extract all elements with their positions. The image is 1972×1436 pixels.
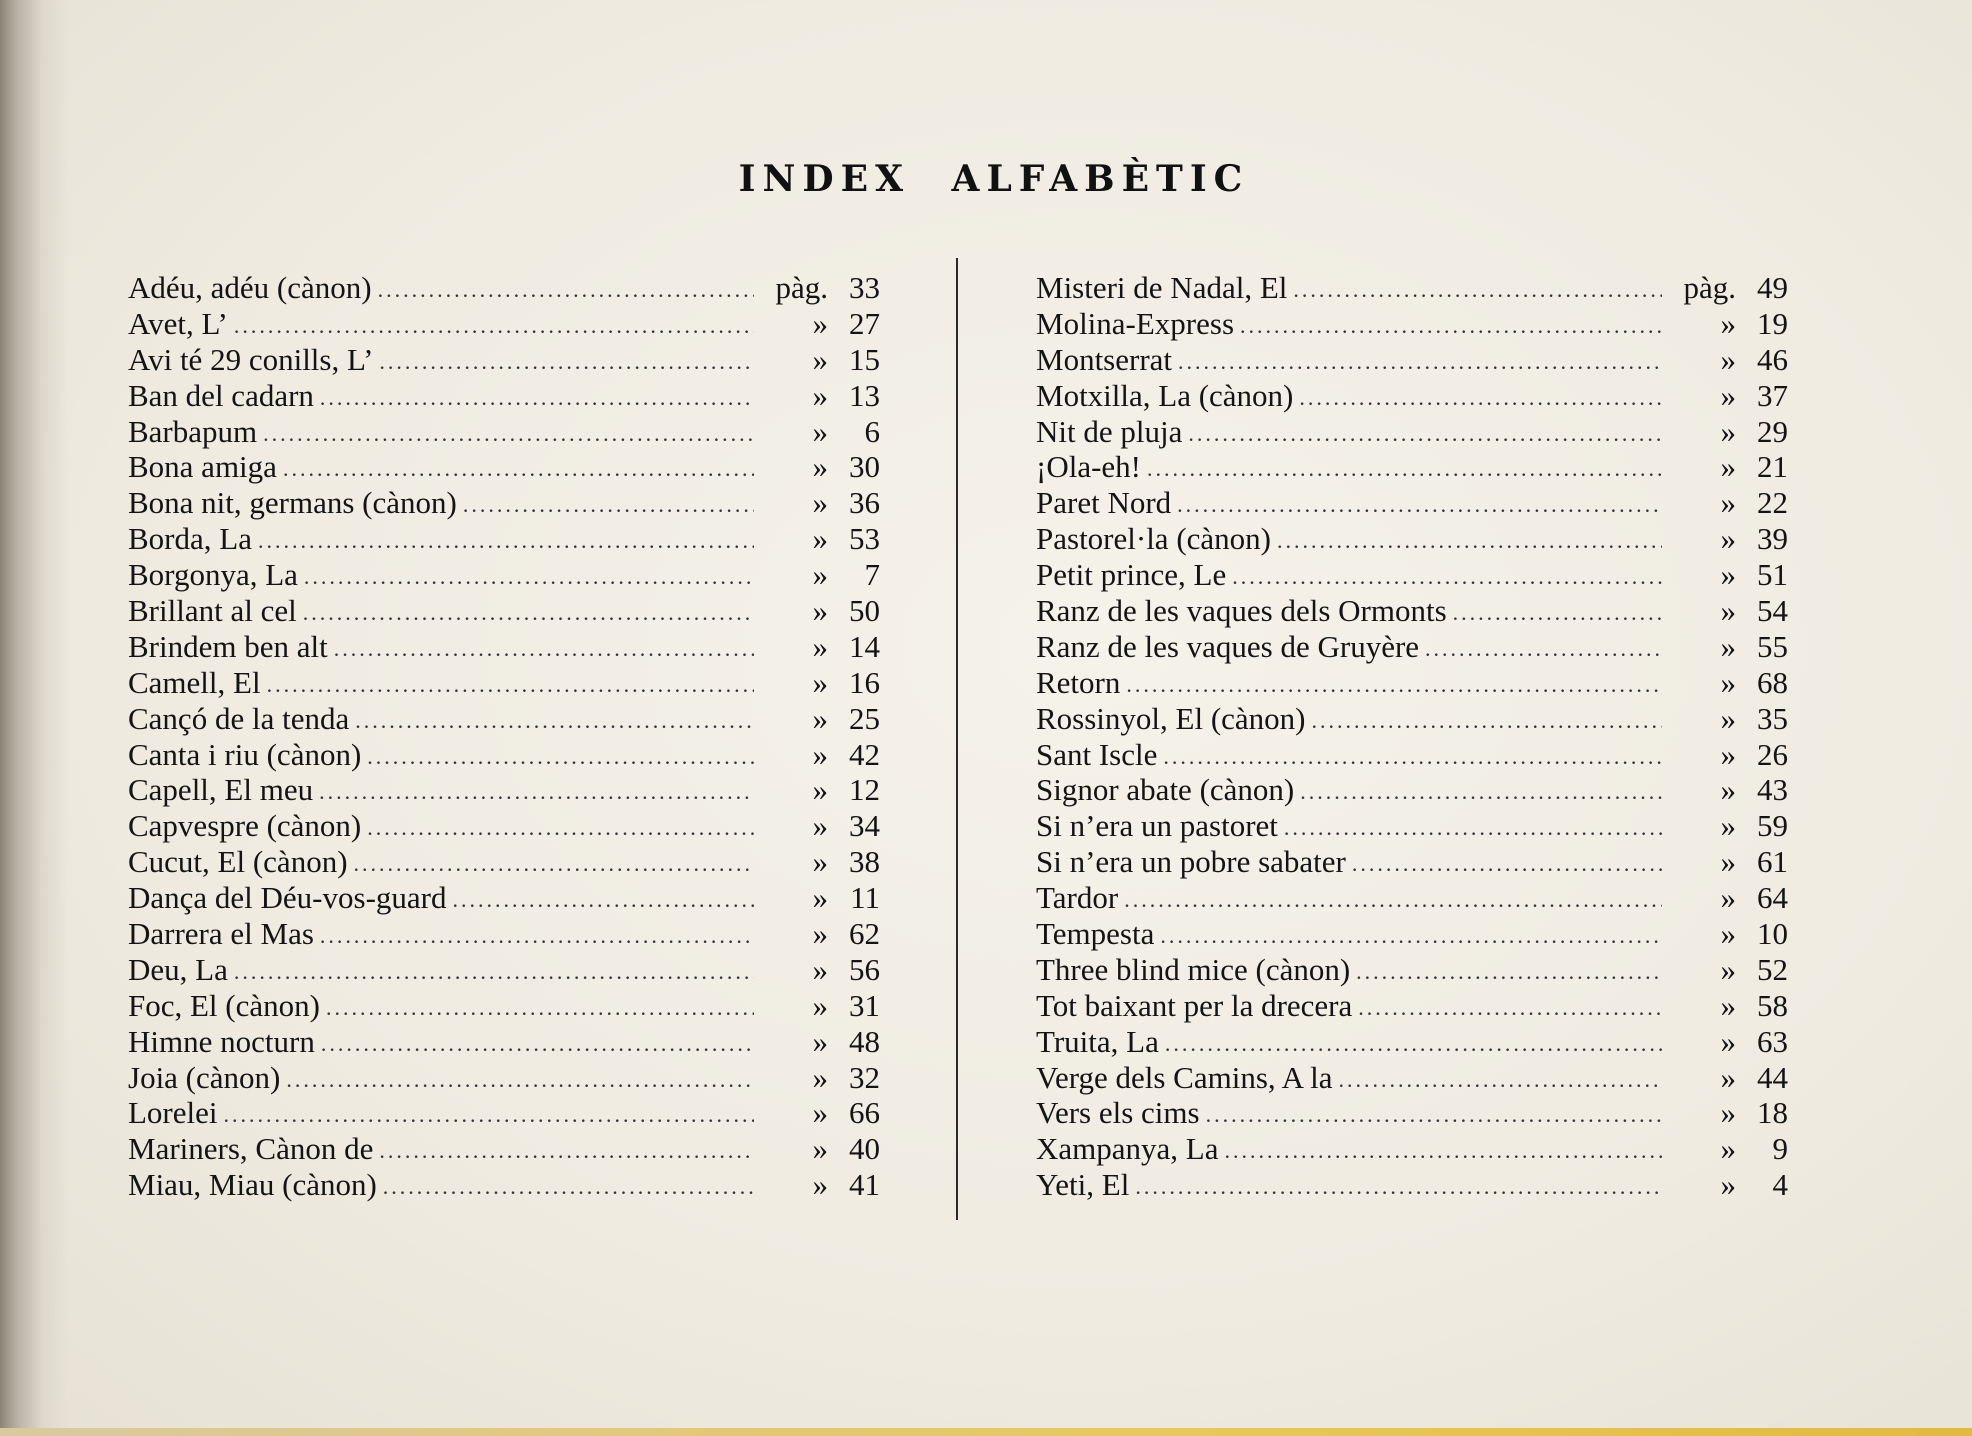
page-marker: »	[1720, 485, 1736, 521]
index-entry	[1036, 270, 1788, 306]
page-number: 37	[1757, 377, 1788, 413]
dot-leader	[1135, 1169, 1662, 1205]
page-marker: »	[1720, 700, 1736, 736]
index-entry	[1036, 306, 1788, 342]
index-entry	[128, 306, 880, 342]
dot-leader	[1425, 631, 1662, 667]
entry-title: Bona nit, germans (cànon)	[128, 485, 457, 521]
dot-leader	[1299, 380, 1662, 416]
entry-title: Pastorel·la (cànon)	[1036, 521, 1271, 557]
page-marker: »	[812, 628, 828, 664]
dot-leader	[234, 954, 754, 990]
page-number: 6	[864, 413, 880, 449]
dot-leader	[1224, 1133, 1662, 1169]
page-number: 63	[1757, 1023, 1788, 1059]
entry-title: Signor abate (cànon)	[1036, 772, 1295, 808]
entry-title: Tardor	[1036, 880, 1119, 916]
entry-title: Cucut, El (cànon)	[128, 844, 348, 880]
index-entry	[1036, 1131, 1788, 1167]
page-marker: »	[1720, 664, 1736, 700]
page-marker: »	[812, 987, 828, 1023]
page-number: 21	[1757, 449, 1788, 485]
page-number: 50	[849, 593, 880, 629]
dot-leader	[1240, 308, 1662, 344]
page-marker: »	[1720, 844, 1736, 880]
dot-leader	[263, 416, 754, 452]
dot-leader	[267, 667, 754, 703]
index-entry	[128, 916, 880, 952]
page-marker: »	[812, 449, 828, 485]
dot-leader	[1338, 1062, 1662, 1098]
page-marker: »	[1720, 1131, 1736, 1167]
index-entry	[1036, 916, 1788, 952]
dot-leader	[354, 846, 754, 882]
dot-leader	[224, 1097, 754, 1133]
dot-leader	[283, 451, 754, 487]
page-number: 34	[849, 808, 880, 844]
index-entry	[1036, 844, 1788, 880]
entry-title: Avi té 29 conills, L’	[128, 341, 374, 377]
page-marker: pàg.	[775, 270, 828, 305]
index-entry	[128, 808, 880, 844]
index-entry	[128, 1060, 880, 1096]
page-number: 64	[1757, 880, 1788, 916]
entry-title: Lorelei	[128, 1095, 218, 1131]
entry-title: Himne nocturn	[128, 1023, 315, 1059]
entry-title: Capvespre (cànon)	[128, 808, 362, 844]
page-number: 36	[849, 485, 880, 521]
page-number: 68	[1757, 664, 1788, 700]
dot-leader	[1358, 990, 1662, 1026]
dot-leader	[1293, 272, 1662, 308]
page-number: 10	[1757, 916, 1788, 952]
page-marker: »	[1720, 593, 1736, 629]
index-title: INDEX ALFABÈTIC	[738, 158, 1250, 200]
entry-title: ¡Ola-eh!	[1036, 449, 1141, 485]
page-number: 55	[1757, 628, 1788, 664]
index-entry	[1036, 1060, 1788, 1096]
page-marker: »	[1720, 1167, 1736, 1203]
page-number: 44	[1757, 1059, 1788, 1095]
page-number: 41	[849, 1167, 880, 1203]
page-number: 46	[1757, 341, 1788, 377]
entry-title: Ranz de les vaques dels Ormonts	[1036, 593, 1447, 629]
page-number: 42	[849, 736, 880, 772]
index-entry	[1036, 521, 1788, 557]
entry-title: Barbapum	[128, 413, 258, 449]
index-entry	[128, 665, 880, 701]
entry-title: Camell, El	[128, 664, 261, 700]
dot-leader	[1356, 954, 1662, 990]
index-right-column	[1036, 270, 1788, 1203]
page-marker: »	[1720, 1059, 1736, 1095]
dot-leader	[319, 774, 754, 810]
page-marker: »	[812, 772, 828, 808]
index-entry	[128, 449, 880, 485]
entry-title: Rossinyol, El (cànon)	[1036, 700, 1306, 736]
page-marker: »	[1720, 808, 1736, 844]
index-entry	[1036, 1167, 1788, 1203]
entry-title: Tot baixant per la drecera	[1036, 987, 1353, 1023]
entry-title: Vers els cims	[1036, 1095, 1200, 1131]
dot-leader	[378, 272, 754, 308]
page-marker: »	[812, 377, 828, 413]
page-marker: »	[1720, 1023, 1736, 1059]
index-entry	[128, 701, 880, 737]
dot-leader	[1177, 487, 1662, 523]
index-entry	[1036, 952, 1788, 988]
page-number: 11	[850, 880, 880, 916]
entry-title: Joia (cànon)	[128, 1059, 281, 1095]
index-entry	[128, 378, 880, 414]
page-number: 30	[849, 449, 880, 485]
page-number: 12	[849, 772, 880, 808]
entry-title: Borda, La	[128, 521, 252, 557]
page-number: 53	[849, 521, 880, 557]
index-entry	[128, 880, 880, 916]
dot-leader	[304, 559, 754, 595]
page-number: 4	[1772, 1167, 1788, 1203]
page-marker: »	[812, 305, 828, 341]
entry-title: Xampanya, La	[1036, 1131, 1219, 1167]
page-number: 22	[1757, 485, 1788, 521]
index-entry	[128, 772, 880, 808]
page-marker: »	[812, 485, 828, 521]
page-marker: »	[812, 736, 828, 772]
page-marker: »	[1720, 880, 1736, 916]
page-marker: »	[1720, 521, 1736, 557]
page-marker: »	[1720, 377, 1736, 413]
page-number: 58	[1757, 987, 1788, 1023]
dot-leader	[1232, 559, 1662, 595]
dot-leader	[1163, 739, 1662, 775]
page-number: 9	[1772, 1131, 1788, 1167]
page-marker: »	[812, 844, 828, 880]
dot-leader	[367, 739, 754, 775]
page-number: 31	[849, 987, 880, 1023]
entry-title: Montserrat	[1036, 341, 1173, 377]
index-entry	[1036, 701, 1788, 737]
dot-leader	[320, 380, 754, 416]
index-entry	[128, 952, 880, 988]
index-entry	[1036, 1024, 1788, 1060]
page-number: 66	[849, 1095, 880, 1131]
entry-title: Si n’era un pastoret	[1036, 808, 1278, 844]
index-entry	[1036, 772, 1788, 808]
page-number: 29	[1757, 413, 1788, 449]
page-number: 38	[849, 844, 880, 880]
index-entry	[1036, 629, 1788, 665]
dot-leader	[379, 1133, 754, 1169]
page-number: 32	[849, 1059, 880, 1095]
page-marker: »	[812, 700, 828, 736]
dot-leader	[334, 631, 754, 667]
entry-title: Three blind mice (cànon)	[1036, 951, 1351, 987]
entry-title: Dança del Déu-vos-guard	[128, 880, 447, 916]
page-marker: »	[1720, 916, 1736, 952]
dot-leader	[355, 703, 754, 739]
page-marker: »	[812, 1095, 828, 1131]
dot-leader	[1126, 667, 1662, 703]
index-entry	[128, 270, 880, 306]
dot-leader	[1284, 810, 1662, 846]
index-entry	[1036, 665, 1788, 701]
entry-title: Paret Nord	[1036, 485, 1172, 521]
index-entry	[1036, 988, 1788, 1024]
entry-title: Sant Iscle	[1036, 736, 1158, 772]
dot-leader	[258, 523, 754, 559]
page-marker: »	[812, 521, 828, 557]
page-number: 25	[849, 700, 880, 736]
dot-leader	[1188, 416, 1662, 452]
page-number: 39	[1757, 521, 1788, 557]
index-entry	[128, 988, 880, 1024]
page-number: 54	[1757, 593, 1788, 629]
dot-leader	[234, 308, 754, 344]
page-number: 18	[1757, 1095, 1788, 1131]
dot-leader	[463, 487, 754, 523]
dot-leader	[1178, 344, 1662, 380]
index-entry	[1036, 1095, 1788, 1131]
entry-title: Miau, Miau (cànon)	[128, 1167, 377, 1203]
page-number: 7	[864, 557, 880, 593]
page-number: 27	[849, 305, 880, 341]
entry-title: Capell, El meu	[128, 772, 314, 808]
page-marker: »	[812, 1167, 828, 1203]
dot-leader	[1160, 918, 1662, 954]
dot-leader	[326, 990, 754, 1026]
page-marker: »	[1720, 736, 1736, 772]
page-marker: pàg.	[1683, 270, 1736, 305]
dot-leader	[1277, 523, 1662, 559]
index-entry	[128, 521, 880, 557]
page-number: 35	[1757, 700, 1788, 736]
page-number: 16	[849, 664, 880, 700]
page-marker: »	[1720, 305, 1736, 341]
index-entry	[128, 737, 880, 773]
entry-title: Darrera el Mas	[128, 916, 314, 952]
entry-title: Cançó de la tenda	[128, 700, 350, 736]
entry-title: Motxilla, La (cànon)	[1036, 377, 1294, 413]
dot-leader	[1300, 774, 1662, 810]
spine-shadow	[0, 0, 70, 1436]
entry-title: Si n’era un pobre sabater	[1036, 844, 1346, 880]
index-entry	[128, 1024, 880, 1060]
page-marker: »	[812, 1023, 828, 1059]
dot-leader	[1453, 595, 1662, 631]
page-number: 59	[1757, 808, 1788, 844]
dot-leader	[1352, 846, 1662, 882]
page-marker: »	[812, 1131, 828, 1167]
page-marker: »	[1720, 987, 1736, 1023]
dot-leader	[1312, 703, 1663, 739]
entry-title: Adéu, adéu (cànon)	[128, 270, 372, 305]
entry-title: Ranz de les vaques de Gruyère	[1036, 628, 1420, 664]
page-marker: »	[1720, 628, 1736, 664]
page-marker: »	[812, 664, 828, 700]
page-marker: »	[812, 880, 828, 916]
dot-leader	[320, 918, 754, 954]
page-number: 52	[1757, 951, 1788, 987]
page-marker: »	[812, 593, 828, 629]
index-entry	[1036, 808, 1788, 844]
index-entry	[128, 1131, 880, 1167]
index-entry	[128, 1095, 880, 1131]
page-marker: »	[1720, 1095, 1736, 1131]
dot-leader	[379, 344, 754, 380]
dot-leader	[1147, 451, 1662, 487]
entry-title: Brindem ben alt	[128, 628, 328, 664]
index-entry	[128, 342, 880, 378]
index-entry	[128, 1167, 880, 1203]
index-entry	[1036, 342, 1788, 378]
dot-leader	[303, 595, 754, 631]
page-marker: »	[1720, 341, 1736, 377]
column-divider	[956, 258, 958, 1220]
page-number: 51	[1757, 557, 1788, 593]
entry-title: Borgonya, La	[128, 557, 298, 593]
entry-title: Nit de pluja	[1036, 413, 1183, 449]
dot-leader	[452, 882, 754, 918]
page-number: 56	[849, 951, 880, 987]
dot-leader	[367, 810, 754, 846]
page-number: 33	[849, 270, 880, 305]
dot-leader	[1124, 882, 1662, 918]
index-entry	[128, 593, 880, 629]
index-entry	[1036, 449, 1788, 485]
page-number: 61	[1757, 844, 1788, 880]
index-left-column	[128, 270, 880, 1203]
index-entry	[1036, 414, 1788, 450]
page-marker: »	[812, 1059, 828, 1095]
entry-title: Truita, La	[1036, 1023, 1159, 1059]
entry-title: Ban del cadarn	[128, 377, 314, 413]
page-marker: »	[1720, 449, 1736, 485]
page-marker: »	[812, 916, 828, 952]
page-number: 62	[849, 916, 880, 952]
page-marker: »	[812, 951, 828, 987]
dot-leader	[383, 1169, 754, 1205]
dot-leader	[1165, 1026, 1662, 1062]
page-marker: »	[1720, 951, 1736, 987]
entry-title: Canta i riu (cànon)	[128, 736, 362, 772]
page-number: 19	[1757, 305, 1788, 341]
page-bottom-edge	[0, 1428, 1972, 1436]
index-entry	[1036, 880, 1788, 916]
index-entry	[1036, 593, 1788, 629]
index-entry	[1036, 557, 1788, 593]
dot-leader	[321, 1026, 754, 1062]
page-number: 48	[849, 1023, 880, 1059]
index-entry	[128, 557, 880, 593]
entry-title: Brillant al cel	[128, 593, 297, 629]
dot-leader	[1206, 1097, 1662, 1133]
entry-title: Molina-Express	[1036, 305, 1235, 341]
page-number: 14	[849, 628, 880, 664]
index-entry	[1036, 378, 1788, 414]
page-number: 13	[849, 377, 880, 413]
entry-title: Tempesta	[1036, 916, 1155, 952]
index-entry	[128, 414, 880, 450]
entry-title: Retorn	[1036, 664, 1121, 700]
entry-title: Petit prince, Le	[1036, 557, 1227, 593]
page-marker: »	[1720, 772, 1736, 808]
entry-title: Mariners, Cànon de	[128, 1131, 374, 1167]
entry-title: Misteri de Nadal, El	[1036, 270, 1288, 305]
page-number: 26	[1757, 736, 1788, 772]
page-marker: »	[812, 413, 828, 449]
page-marker: »	[812, 341, 828, 377]
index-entry	[1036, 737, 1788, 773]
page-marker: »	[812, 557, 828, 593]
index-entry	[128, 485, 880, 521]
page-marker: »	[1720, 557, 1736, 593]
index-entry	[128, 629, 880, 665]
page-marker: »	[812, 808, 828, 844]
page-number: 49	[1757, 270, 1788, 305]
entry-title: Avet, L’	[128, 305, 228, 341]
entry-title: Yeti, El	[1036, 1167, 1130, 1203]
page-number: 40	[849, 1131, 880, 1167]
index-entry	[128, 844, 880, 880]
entry-title: Bona amiga	[128, 449, 277, 485]
entry-title: Foc, El (cànon)	[128, 987, 320, 1023]
entry-title: Verge dels Camins, A la	[1036, 1059, 1333, 1095]
entry-title: Deu, La	[128, 951, 228, 987]
dot-leader	[286, 1062, 754, 1098]
index-entry	[1036, 485, 1788, 521]
page-marker: »	[1720, 413, 1736, 449]
page-number: 15	[849, 341, 880, 377]
page-number: 43	[1757, 772, 1788, 808]
